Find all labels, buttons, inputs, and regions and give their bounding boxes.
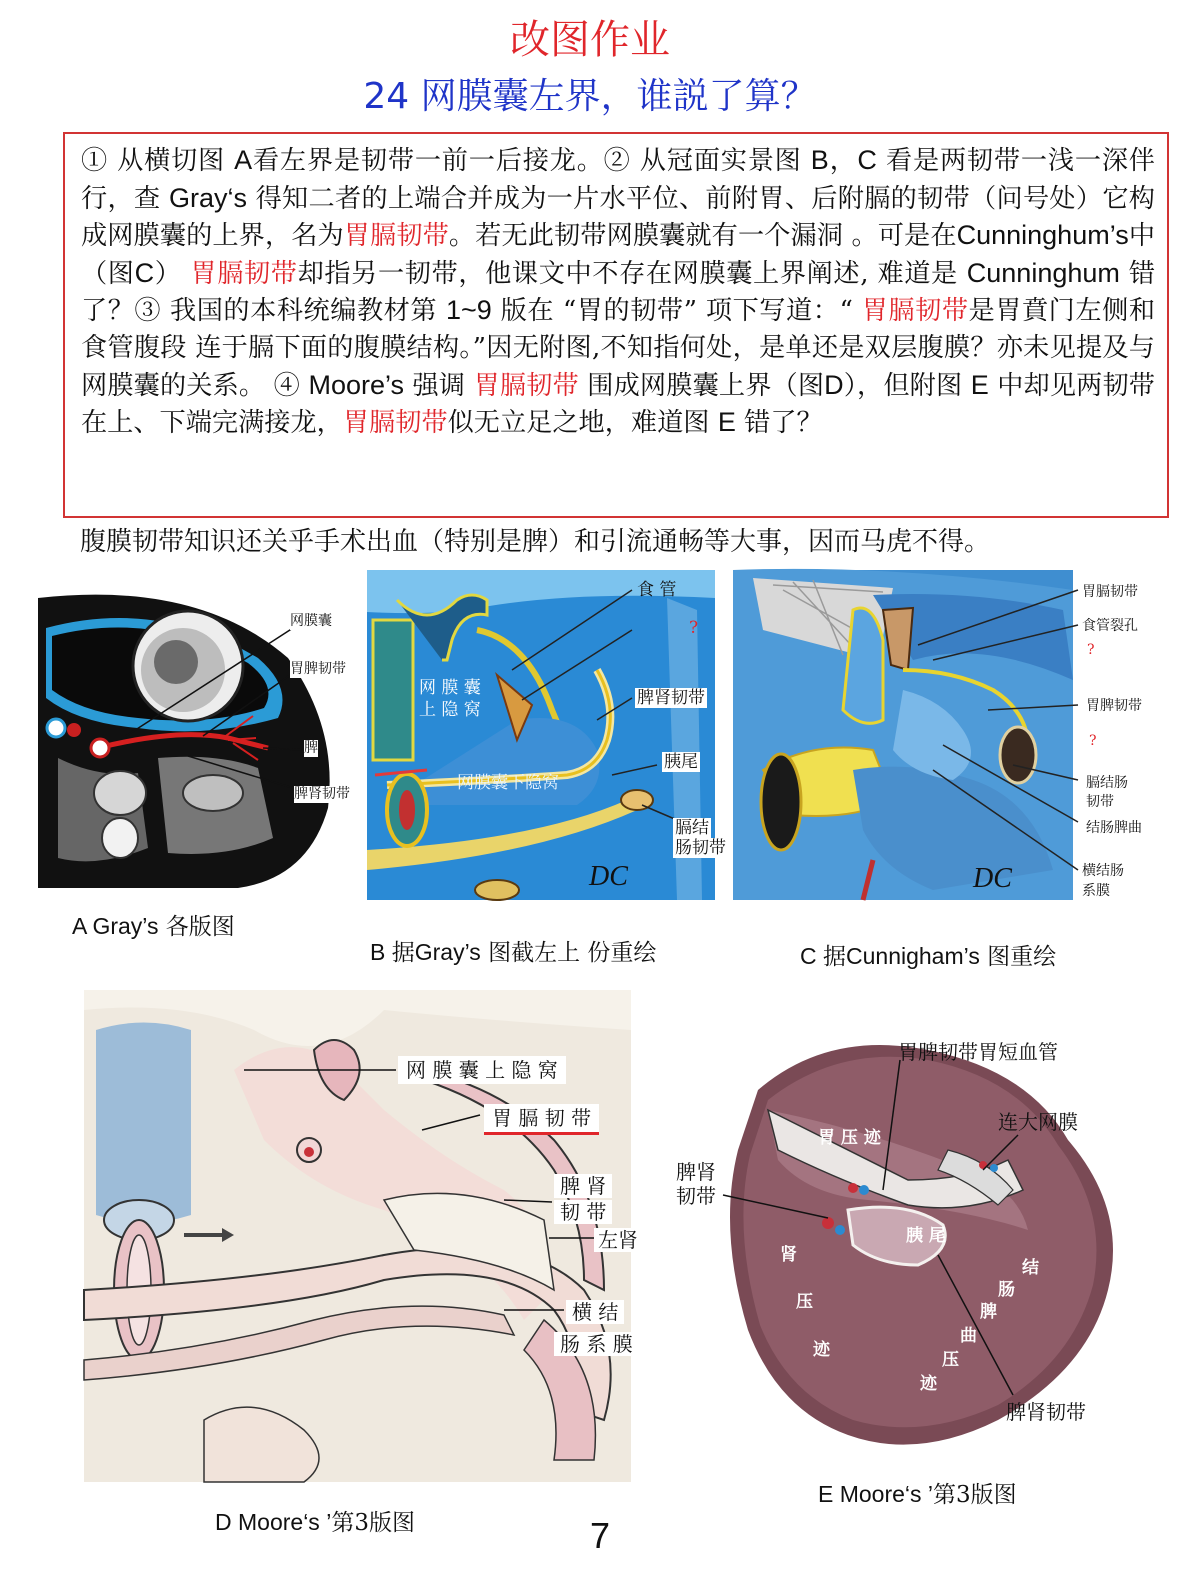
figure-a-illustration: [38, 588, 363, 888]
discussion-text: ① 从横切图 A看左界是韧带一前一后接龙。② 从冠面实景图 B，C 看是两韧带一浅一深伴行，查 Gray‘s 得知二者的上端合并成为一片水平位、前附胃、后附膈的韧带（问号处）它构成网膜囊的上界，名为胃膈韧带。若无此韧带网膜囊就有一个漏洞 。可是在Cunninghum’s中（图C） 胃膈韧带却指另一韧带，他课文中不存在网膜囊上界阐述, 难道是 Cunninghum 错了？③ 我国的本科统编教材第 1~9 版在 “胃的韧带” 项下写道：“ 胃膈韧带是胃賁门左侧和食管腹段 连于膈下面的腹膜结构。”因无附图,不知指何处，是单还是双层腹膜？亦未见提及与网膜囊的关系。 ④ Moore’s 强调 胃膈韧带 围成网膜囊上界（图D），但附图 E 中却见两韧带在上、下端完满接龙，胃膈韧带似无立足之地，难道图 E 错了？: [81, 145, 1156, 439]
note-text: 腹膜韧带知识还关乎手术出血（特别是脾）和引流通畅等大事，因而马虎不得。: [80, 527, 991, 557]
discussion-box: [63, 132, 1169, 518]
highlight-term: 胃膈韧带: [473, 370, 579, 401]
label: 膈结肠: [1086, 775, 1128, 791]
label: 脾: [980, 1302, 997, 1322]
label: 韧 带: [554, 1200, 612, 1224]
label: 膈结: [675, 818, 709, 838]
label: 迹: [920, 1374, 937, 1394]
figure-e-illustration: [668, 1030, 1128, 1460]
label: 横结肠: [1082, 863, 1124, 879]
figure-b: [367, 570, 726, 900]
label: 肠韧带: [675, 838, 726, 858]
label: 肾: [780, 1245, 797, 1265]
label: 脾肾韧带: [1006, 1400, 1086, 1424]
label: 压: [796, 1292, 813, 1312]
label: 脾: [304, 740, 318, 756]
label: 肠: [998, 1280, 1015, 1300]
page-title: 改图作业: [510, 17, 670, 63]
label: 结: [1022, 1258, 1039, 1278]
label: 左肾: [594, 1228, 642, 1252]
highlight-term: 胃膈韧带: [342, 408, 448, 439]
figure-a-caption: A Gray’s 各版图: [72, 913, 235, 940]
label: 胃膈韧带: [1082, 584, 1138, 600]
figure-a: [38, 588, 363, 888]
artist-signature: DC: [973, 863, 1012, 894]
label: ?: [1087, 642, 1095, 658]
figure-b-caption: B 据Gray’s 图截左上 份重绘: [370, 939, 657, 966]
label: 网 膜 囊 上 隐 窝: [398, 1056, 566, 1084]
label: 胰 尾: [906, 1226, 946, 1246]
label: 韧带: [676, 1184, 716, 1208]
label: 横 结: [566, 1300, 624, 1324]
artist-signature: DC: [589, 861, 628, 892]
label: 迹: [813, 1340, 830, 1360]
figure-c-caption: C 据Cunnigham’s 图重绘: [800, 943, 1057, 970]
figure-e: [668, 1030, 1128, 1460]
page-number: 7: [589, 1515, 611, 1556]
label: 系膜: [1082, 883, 1110, 899]
label: 网膜囊下隐窝: [457, 773, 559, 793]
label: 曲: [960, 1326, 977, 1346]
label: 网 膜 囊: [419, 678, 481, 698]
figure-d-caption: D Moore‘s ’第3版图: [215, 1509, 415, 1536]
figure-d: [84, 990, 638, 1482]
label: ?: [689, 618, 699, 638]
label: 胃脾韧带: [1086, 698, 1142, 714]
label: 脾肾韧带: [294, 786, 350, 802]
label: 韧带: [1086, 794, 1114, 810]
label: 食 管: [637, 580, 677, 600]
page-subtitle: 24 网膜囊左界，谁説了算？: [363, 76, 817, 117]
figure-c: [733, 570, 1173, 905]
label: 上 隐 窝: [419, 700, 481, 720]
label: 食管裂孔: [1082, 618, 1138, 634]
label: 胃脾韧带胃短血管: [898, 1040, 1058, 1064]
label: 压: [942, 1350, 959, 1370]
label: 胃 膈 韧 带: [484, 1104, 599, 1135]
highlight-term: 胃膈韧带: [343, 221, 449, 252]
label: 网膜囊: [290, 613, 332, 629]
label: 胰尾: [664, 752, 698, 772]
label: 脾肾: [676, 1160, 716, 1184]
label: 胃脾韧带: [290, 661, 346, 677]
highlight-term: 胃膈韧带: [861, 296, 969, 327]
label: 脾 肾: [554, 1174, 612, 1198]
label: 肠 系 膜: [554, 1332, 639, 1356]
label: 胃 压 迹: [818, 1128, 881, 1148]
figure-e-caption: E Moore‘s ’第3版图: [818, 1481, 1017, 1508]
figure-b-illustration: [367, 570, 715, 900]
label: 结肠脾曲: [1086, 820, 1142, 836]
label: 连大网膜: [998, 1110, 1078, 1134]
label: 脾肾韧带: [637, 688, 705, 708]
highlight-term: 胃膈韧带: [190, 258, 298, 289]
label: ?: [1089, 733, 1097, 749]
